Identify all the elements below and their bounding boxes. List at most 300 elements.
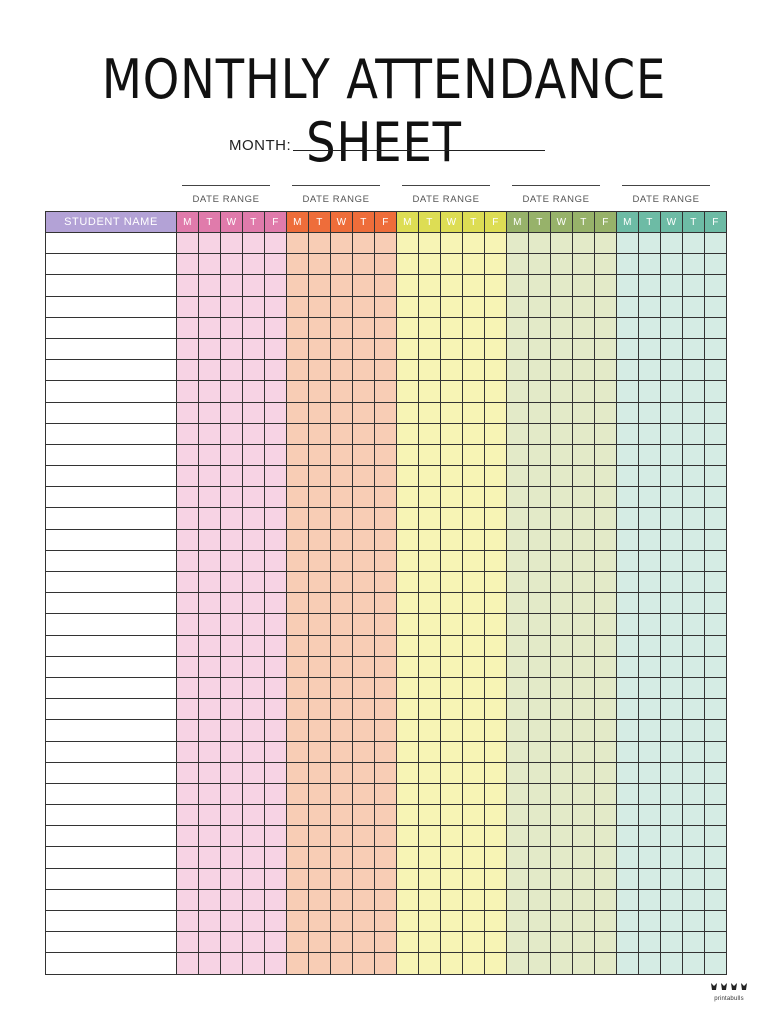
attendance-cell[interactable] xyxy=(397,614,419,635)
attendance-cell[interactable] xyxy=(683,254,705,275)
attendance-cell[interactable] xyxy=(573,572,595,593)
attendance-cell[interactable] xyxy=(441,953,463,974)
attendance-cell[interactable] xyxy=(551,805,573,826)
attendance-cell[interactable] xyxy=(221,889,243,910)
attendance-cell[interactable] xyxy=(661,572,683,593)
attendance-cell[interactable] xyxy=(441,254,463,275)
attendance-cell[interactable] xyxy=(683,932,705,953)
attendance-cell[interactable] xyxy=(419,275,441,296)
attendance-cell[interactable] xyxy=(639,635,661,656)
attendance-cell[interactable] xyxy=(617,402,639,423)
attendance-cell[interactable] xyxy=(485,402,507,423)
attendance-cell[interactable] xyxy=(265,741,287,762)
attendance-cell[interactable] xyxy=(661,296,683,317)
attendance-cell[interactable] xyxy=(595,932,617,953)
attendance-cell[interactable] xyxy=(485,932,507,953)
attendance-cell[interactable] xyxy=(595,847,617,868)
attendance-cell[interactable] xyxy=(639,550,661,571)
attendance-cell[interactable] xyxy=(441,550,463,571)
attendance-cell[interactable] xyxy=(573,847,595,868)
attendance-cell[interactable] xyxy=(265,550,287,571)
attendance-cell[interactable] xyxy=(617,487,639,508)
attendance-cell[interactable] xyxy=(639,508,661,529)
attendance-cell[interactable] xyxy=(309,381,331,402)
attendance-cell[interactable] xyxy=(397,402,419,423)
attendance-cell[interactable] xyxy=(199,614,221,635)
attendance-cell[interactable] xyxy=(463,932,485,953)
attendance-cell[interactable] xyxy=(331,508,353,529)
attendance-cell[interactable] xyxy=(375,953,397,974)
attendance-cell[interactable] xyxy=(419,402,441,423)
attendance-cell[interactable] xyxy=(309,466,331,487)
attendance-cell[interactable] xyxy=(617,423,639,444)
attendance-cell[interactable] xyxy=(419,635,441,656)
attendance-cell[interactable] xyxy=(353,614,375,635)
attendance-cell[interactable] xyxy=(199,953,221,974)
attendance-cell[interactable] xyxy=(287,338,309,359)
attendance-cell[interactable] xyxy=(441,783,463,804)
attendance-cell[interactable] xyxy=(661,487,683,508)
student-name-cell[interactable] xyxy=(46,233,177,254)
attendance-cell[interactable] xyxy=(661,911,683,932)
attendance-cell[interactable] xyxy=(177,953,199,974)
attendance-cell[interactable] xyxy=(309,677,331,698)
attendance-cell[interactable] xyxy=(617,508,639,529)
attendance-cell[interactable] xyxy=(551,296,573,317)
attendance-cell[interactable] xyxy=(287,487,309,508)
attendance-cell[interactable] xyxy=(661,720,683,741)
attendance-cell[interactable] xyxy=(551,529,573,550)
attendance-cell[interactable] xyxy=(309,550,331,571)
attendance-cell[interactable] xyxy=(507,677,529,698)
attendance-cell[interactable] xyxy=(441,487,463,508)
attendance-cell[interactable] xyxy=(661,254,683,275)
attendance-cell[interactable] xyxy=(287,911,309,932)
attendance-cell[interactable] xyxy=(265,762,287,783)
attendance-cell[interactable] xyxy=(353,847,375,868)
attendance-cell[interactable] xyxy=(683,338,705,359)
attendance-cell[interactable] xyxy=(617,338,639,359)
attendance-cell[interactable] xyxy=(243,572,265,593)
attendance-cell[interactable] xyxy=(463,550,485,571)
attendance-cell[interactable] xyxy=(265,720,287,741)
attendance-cell[interactable] xyxy=(529,635,551,656)
attendance-cell[interactable] xyxy=(529,593,551,614)
attendance-cell[interactable] xyxy=(507,338,529,359)
attendance-cell[interactable] xyxy=(375,338,397,359)
attendance-cell[interactable] xyxy=(287,381,309,402)
attendance-cell[interactable] xyxy=(375,529,397,550)
attendance-cell[interactable] xyxy=(661,550,683,571)
attendance-cell[interactable] xyxy=(243,677,265,698)
attendance-cell[interactable] xyxy=(287,635,309,656)
attendance-cell[interactable] xyxy=(551,868,573,889)
attendance-cell[interactable] xyxy=(287,423,309,444)
attendance-cell[interactable] xyxy=(551,614,573,635)
attendance-cell[interactable] xyxy=(375,466,397,487)
attendance-cell[interactable] xyxy=(309,360,331,381)
attendance-cell[interactable] xyxy=(463,487,485,508)
attendance-cell[interactable] xyxy=(309,911,331,932)
attendance-cell[interactable] xyxy=(507,847,529,868)
attendance-cell[interactable] xyxy=(683,762,705,783)
attendance-cell[interactable] xyxy=(551,233,573,254)
attendance-cell[interactable] xyxy=(683,635,705,656)
attendance-cell[interactable] xyxy=(221,635,243,656)
attendance-cell[interactable] xyxy=(463,635,485,656)
attendance-cell[interactable] xyxy=(595,805,617,826)
attendance-cell[interactable] xyxy=(419,953,441,974)
attendance-cell[interactable] xyxy=(441,593,463,614)
attendance-cell[interactable] xyxy=(441,762,463,783)
attendance-cell[interactable] xyxy=(595,635,617,656)
attendance-cell[interactable] xyxy=(441,847,463,868)
attendance-cell[interactable] xyxy=(199,529,221,550)
attendance-cell[interactable] xyxy=(661,826,683,847)
student-name-cell[interactable] xyxy=(46,529,177,550)
attendance-cell[interactable] xyxy=(551,593,573,614)
attendance-cell[interactable] xyxy=(353,338,375,359)
attendance-cell[interactable] xyxy=(573,550,595,571)
attendance-cell[interactable] xyxy=(661,233,683,254)
attendance-cell[interactable] xyxy=(441,338,463,359)
attendance-cell[interactable] xyxy=(309,720,331,741)
attendance-cell[interactable] xyxy=(639,783,661,804)
attendance-cell[interactable] xyxy=(617,466,639,487)
attendance-cell[interactable] xyxy=(243,953,265,974)
attendance-cell[interactable] xyxy=(265,826,287,847)
attendance-cell[interactable] xyxy=(221,572,243,593)
student-name-cell[interactable] xyxy=(46,762,177,783)
attendance-cell[interactable] xyxy=(573,805,595,826)
attendance-cell[interactable] xyxy=(287,741,309,762)
attendance-cell[interactable] xyxy=(507,572,529,593)
attendance-cell[interactable] xyxy=(485,635,507,656)
student-name-cell[interactable] xyxy=(46,932,177,953)
attendance-cell[interactable] xyxy=(397,254,419,275)
attendance-cell[interactable] xyxy=(331,741,353,762)
attendance-cell[interactable] xyxy=(177,381,199,402)
attendance-cell[interactable] xyxy=(397,677,419,698)
attendance-cell[interactable] xyxy=(529,466,551,487)
attendance-cell[interactable] xyxy=(705,381,727,402)
attendance-cell[interactable] xyxy=(199,360,221,381)
attendance-cell[interactable] xyxy=(507,360,529,381)
attendance-cell[interactable] xyxy=(309,783,331,804)
attendance-cell[interactable] xyxy=(221,911,243,932)
attendance-cell[interactable] xyxy=(595,466,617,487)
attendance-cell[interactable] xyxy=(441,932,463,953)
attendance-cell[interactable] xyxy=(309,275,331,296)
date-range-input-line[interactable] xyxy=(622,185,710,186)
attendance-cell[interactable] xyxy=(529,296,551,317)
attendance-cell[interactable] xyxy=(375,275,397,296)
attendance-cell[interactable] xyxy=(309,402,331,423)
attendance-cell[interactable] xyxy=(353,593,375,614)
attendance-cell[interactable] xyxy=(419,699,441,720)
attendance-cell[interactable] xyxy=(375,423,397,444)
attendance-cell[interactable] xyxy=(353,720,375,741)
attendance-cell[interactable] xyxy=(551,275,573,296)
attendance-cell[interactable] xyxy=(419,233,441,254)
attendance-cell[interactable] xyxy=(243,762,265,783)
attendance-cell[interactable] xyxy=(221,720,243,741)
attendance-cell[interactable] xyxy=(177,317,199,338)
attendance-cell[interactable] xyxy=(331,487,353,508)
attendance-cell[interactable] xyxy=(529,932,551,953)
attendance-cell[interactable] xyxy=(661,741,683,762)
attendance-cell[interactable] xyxy=(265,381,287,402)
attendance-cell[interactable] xyxy=(177,550,199,571)
attendance-cell[interactable] xyxy=(683,805,705,826)
attendance-cell[interactable] xyxy=(485,720,507,741)
attendance-cell[interactable] xyxy=(353,932,375,953)
attendance-cell[interactable] xyxy=(595,529,617,550)
attendance-cell[interactable] xyxy=(243,466,265,487)
attendance-cell[interactable] xyxy=(463,338,485,359)
attendance-cell[interactable] xyxy=(507,444,529,465)
attendance-cell[interactable] xyxy=(287,593,309,614)
attendance-cell[interactable] xyxy=(573,487,595,508)
student-name-cell[interactable] xyxy=(46,783,177,804)
attendance-cell[interactable] xyxy=(485,593,507,614)
attendance-cell[interactable] xyxy=(287,296,309,317)
attendance-cell[interactable] xyxy=(595,741,617,762)
attendance-cell[interactable] xyxy=(661,868,683,889)
attendance-cell[interactable] xyxy=(595,296,617,317)
attendance-cell[interactable] xyxy=(705,699,727,720)
attendance-cell[interactable] xyxy=(573,466,595,487)
attendance-cell[interactable] xyxy=(441,741,463,762)
attendance-cell[interactable] xyxy=(243,529,265,550)
attendance-cell[interactable] xyxy=(331,254,353,275)
attendance-cell[interactable] xyxy=(639,402,661,423)
attendance-cell[interactable] xyxy=(529,741,551,762)
attendance-cell[interactable] xyxy=(419,614,441,635)
attendance-cell[interactable] xyxy=(661,444,683,465)
attendance-cell[interactable] xyxy=(199,932,221,953)
attendance-cell[interactable] xyxy=(331,550,353,571)
attendance-cell[interactable] xyxy=(353,911,375,932)
attendance-cell[interactable] xyxy=(485,911,507,932)
attendance-cell[interactable] xyxy=(551,699,573,720)
attendance-cell[interactable] xyxy=(639,889,661,910)
attendance-cell[interactable] xyxy=(309,868,331,889)
attendance-cell[interactable] xyxy=(199,423,221,444)
attendance-cell[interactable] xyxy=(199,572,221,593)
attendance-cell[interactable] xyxy=(705,762,727,783)
attendance-cell[interactable] xyxy=(595,381,617,402)
attendance-cell[interactable] xyxy=(529,317,551,338)
attendance-cell[interactable] xyxy=(265,953,287,974)
attendance-cell[interactable] xyxy=(705,529,727,550)
attendance-cell[interactable] xyxy=(331,466,353,487)
attendance-cell[interactable] xyxy=(705,487,727,508)
attendance-cell[interactable] xyxy=(485,889,507,910)
student-name-cell[interactable] xyxy=(46,593,177,614)
attendance-cell[interactable] xyxy=(243,826,265,847)
attendance-cell[interactable] xyxy=(309,953,331,974)
attendance-cell[interactable] xyxy=(463,677,485,698)
attendance-cell[interactable] xyxy=(683,360,705,381)
attendance-cell[interactable] xyxy=(331,783,353,804)
attendance-cell[interactable] xyxy=(573,911,595,932)
attendance-cell[interactable] xyxy=(287,805,309,826)
attendance-cell[interactable] xyxy=(177,360,199,381)
attendance-cell[interactable] xyxy=(507,423,529,444)
attendance-cell[interactable] xyxy=(309,444,331,465)
attendance-cell[interactable] xyxy=(265,783,287,804)
student-name-cell[interactable] xyxy=(46,423,177,444)
attendance-cell[interactable] xyxy=(573,953,595,974)
attendance-cell[interactable] xyxy=(485,444,507,465)
attendance-cell[interactable] xyxy=(331,826,353,847)
attendance-cell[interactable] xyxy=(485,656,507,677)
attendance-cell[interactable] xyxy=(199,296,221,317)
attendance-cell[interactable] xyxy=(353,508,375,529)
attendance-cell[interactable] xyxy=(683,550,705,571)
student-name-cell[interactable] xyxy=(46,317,177,338)
attendance-cell[interactable] xyxy=(265,677,287,698)
attendance-cell[interactable] xyxy=(177,508,199,529)
attendance-cell[interactable] xyxy=(199,508,221,529)
attendance-cell[interactable] xyxy=(221,677,243,698)
attendance-cell[interactable] xyxy=(287,444,309,465)
attendance-cell[interactable] xyxy=(419,805,441,826)
attendance-cell[interactable] xyxy=(463,762,485,783)
attendance-cell[interactable] xyxy=(375,868,397,889)
attendance-cell[interactable] xyxy=(177,720,199,741)
attendance-cell[interactable] xyxy=(309,635,331,656)
attendance-cell[interactable] xyxy=(551,720,573,741)
attendance-cell[interactable] xyxy=(221,953,243,974)
attendance-cell[interactable] xyxy=(705,889,727,910)
attendance-cell[interactable] xyxy=(485,338,507,359)
attendance-cell[interactable] xyxy=(287,254,309,275)
attendance-cell[interactable] xyxy=(397,572,419,593)
attendance-cell[interactable] xyxy=(705,677,727,698)
attendance-cell[interactable] xyxy=(683,296,705,317)
attendance-cell[interactable] xyxy=(287,953,309,974)
attendance-cell[interactable] xyxy=(463,699,485,720)
attendance-cell[interactable] xyxy=(661,699,683,720)
attendance-cell[interactable] xyxy=(397,360,419,381)
attendance-cell[interactable] xyxy=(331,233,353,254)
attendance-cell[interactable] xyxy=(353,805,375,826)
attendance-cell[interactable] xyxy=(309,423,331,444)
attendance-cell[interactable] xyxy=(375,508,397,529)
attendance-cell[interactable] xyxy=(705,360,727,381)
attendance-cell[interactable] xyxy=(551,762,573,783)
attendance-cell[interactable] xyxy=(177,487,199,508)
attendance-cell[interactable] xyxy=(595,550,617,571)
attendance-cell[interactable] xyxy=(265,847,287,868)
attendance-cell[interactable] xyxy=(265,889,287,910)
attendance-cell[interactable] xyxy=(397,699,419,720)
attendance-cell[interactable] xyxy=(265,487,287,508)
attendance-cell[interactable] xyxy=(243,932,265,953)
attendance-cell[interactable] xyxy=(441,699,463,720)
attendance-cell[interactable] xyxy=(661,847,683,868)
attendance-cell[interactable] xyxy=(573,826,595,847)
attendance-cell[interactable] xyxy=(573,423,595,444)
attendance-cell[interactable] xyxy=(243,805,265,826)
attendance-cell[interactable] xyxy=(441,360,463,381)
attendance-cell[interactable] xyxy=(265,466,287,487)
attendance-cell[interactable] xyxy=(551,656,573,677)
attendance-cell[interactable] xyxy=(485,572,507,593)
attendance-cell[interactable] xyxy=(397,783,419,804)
attendance-cell[interactable] xyxy=(375,550,397,571)
attendance-cell[interactable] xyxy=(243,614,265,635)
attendance-cell[interactable] xyxy=(551,677,573,698)
attendance-cell[interactable] xyxy=(617,953,639,974)
attendance-cell[interactable] xyxy=(463,296,485,317)
attendance-cell[interactable] xyxy=(243,233,265,254)
attendance-cell[interactable] xyxy=(639,826,661,847)
attendance-cell[interactable] xyxy=(705,550,727,571)
month-input-line[interactable] xyxy=(293,150,545,151)
attendance-cell[interactable] xyxy=(573,656,595,677)
attendance-cell[interactable] xyxy=(551,317,573,338)
attendance-cell[interactable] xyxy=(661,360,683,381)
attendance-cell[interactable] xyxy=(507,233,529,254)
attendance-cell[interactable] xyxy=(551,826,573,847)
attendance-cell[interactable] xyxy=(221,550,243,571)
date-range-input-line[interactable] xyxy=(402,185,490,186)
attendance-cell[interactable] xyxy=(573,720,595,741)
attendance-cell[interactable] xyxy=(573,677,595,698)
attendance-cell[interactable] xyxy=(617,275,639,296)
attendance-cell[interactable] xyxy=(573,275,595,296)
attendance-cell[interactable] xyxy=(595,593,617,614)
attendance-cell[interactable] xyxy=(287,720,309,741)
attendance-cell[interactable] xyxy=(287,275,309,296)
attendance-cell[interactable] xyxy=(661,889,683,910)
attendance-cell[interactable] xyxy=(705,826,727,847)
attendance-cell[interactable] xyxy=(639,932,661,953)
attendance-cell[interactable] xyxy=(331,932,353,953)
attendance-cell[interactable] xyxy=(595,953,617,974)
attendance-cell[interactable] xyxy=(419,381,441,402)
attendance-cell[interactable] xyxy=(287,677,309,698)
attendance-cell[interactable] xyxy=(507,402,529,423)
attendance-cell[interactable] xyxy=(441,275,463,296)
attendance-cell[interactable] xyxy=(309,296,331,317)
attendance-cell[interactable] xyxy=(397,953,419,974)
attendance-cell[interactable] xyxy=(617,529,639,550)
attendance-cell[interactable] xyxy=(463,254,485,275)
attendance-cell[interactable] xyxy=(309,508,331,529)
attendance-cell[interactable] xyxy=(397,487,419,508)
attendance-cell[interactable] xyxy=(683,677,705,698)
date-range-input-line[interactable] xyxy=(292,185,380,186)
attendance-cell[interactable] xyxy=(705,656,727,677)
attendance-cell[interactable] xyxy=(441,423,463,444)
attendance-cell[interactable] xyxy=(419,720,441,741)
attendance-cell[interactable] xyxy=(683,317,705,338)
attendance-cell[interactable] xyxy=(221,868,243,889)
attendance-cell[interactable] xyxy=(507,529,529,550)
attendance-cell[interactable] xyxy=(595,699,617,720)
attendance-cell[interactable] xyxy=(265,572,287,593)
attendance-cell[interactable] xyxy=(309,699,331,720)
attendance-cell[interactable] xyxy=(243,508,265,529)
attendance-cell[interactable] xyxy=(287,783,309,804)
attendance-cell[interactable] xyxy=(507,720,529,741)
attendance-cell[interactable] xyxy=(331,656,353,677)
attendance-cell[interactable] xyxy=(551,402,573,423)
